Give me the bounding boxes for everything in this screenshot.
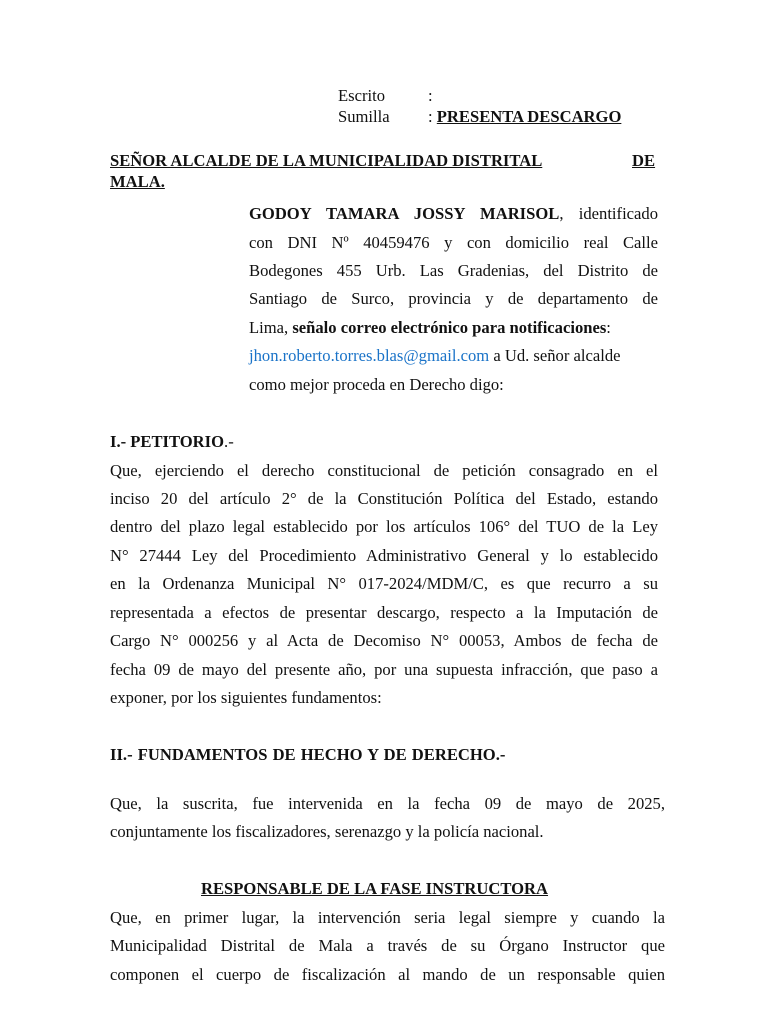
addressee-line1-end: DE <box>632 151 656 170</box>
intro-line5-a: Lima, <box>249 318 293 337</box>
petitorio-line: N° 27444 Ley del Procedimiento Administrativo General y lo establecido <box>110 546 658 565</box>
fundamentos-line: conjuntamente los fiscalizadores, serenazgo y la policía nacional. <box>110 822 544 841</box>
intro-line2: con DNI Nº 40459476 y con domicilio real Calle <box>249 233 658 252</box>
petitorio-line: exponer, por los siguientes fundamentos: <box>110 688 382 707</box>
email-link[interactable]: jhon.roberto.torres.blas@gmail.com <box>249 346 490 365</box>
fundamentos-heading: II.- FUNDAMENTOS DE HECHO Y DE DERECHO.- <box>110 745 506 764</box>
intro-line1-rest: , identificado <box>559 204 659 223</box>
petitorio-line: Que, ejerciendo el derecho constitucional de petición consagrado en el <box>110 461 658 480</box>
petitorio-line: Cargo N° 000256 y al Acta de Decomiso N° 00053, Ambos de fecha de <box>110 631 658 650</box>
responsable-line: Municipalidad Distrital de Mala a través de su Órgano Instructor que <box>110 936 665 955</box>
petitorio-line: fecha 09 de mayo del presente año, por una supuesta infracción, que paso a <box>110 660 658 679</box>
petitorio-line: en la Ordenanza Municipal N° 017-2024/MDM/C, es que recurro a su <box>110 574 658 593</box>
escrito-label: Escrito <box>338 86 386 105</box>
sumilla-colon: : <box>428 107 433 126</box>
applicant-name: GODOY TAMARA JOSSY MARISOL <box>249 204 560 223</box>
intro-line1 <box>249 204 658 224</box>
escrito-colon: : <box>428 86 433 105</box>
sumilla-label: Sumilla <box>338 107 390 126</box>
addressee-line2: MALA. <box>110 172 165 191</box>
petitorio-heading-text: I.- PETITORIO <box>110 432 225 451</box>
petitorio-heading-suffix: .- <box>224 432 234 451</box>
petitorio-line: inciso 20 del artículo 2° de la Constitución Política del Estado, estando <box>110 489 658 508</box>
intro-line4: Santiago de Surco, provincia y de departamento de <box>249 289 658 308</box>
responsable-heading: RESPONSABLE DE LA FASE INSTRUCTORA <box>201 879 549 898</box>
intro-line7: como mejor proceda en Derecho digo: <box>249 375 504 394</box>
sumilla-value: PRESENTA DESCARGO <box>436 107 622 126</box>
intro-line6 <box>249 346 620 366</box>
petitorio-line: representada a efectos de presentar descargo, respecto a la Imputación de <box>110 603 658 622</box>
addressee-line1: SEÑOR ALCALDE DE LA MUNICIPALIDAD DISTRITAL <box>110 151 543 170</box>
petitorio-line: dentro del plazo legal establecido por los artículos 106° del TUO de la Ley <box>110 517 658 536</box>
sumilla-line <box>428 107 621 127</box>
intro-line3: Bodegones 455 Urb. Las Gradenias, del Distrito de <box>249 261 658 280</box>
fundamentos-line: Que, la suscrita, fue intervenida en la fecha 09 de mayo de 2025, <box>110 794 665 813</box>
intro-line5-colon: : <box>606 318 611 337</box>
petitorio-heading <box>110 432 234 452</box>
intro-line5 <box>249 318 611 338</box>
responsable-line: componen el cuerpo de fiscalización al mando de un responsable quien <box>110 965 665 984</box>
intro-line6-rest: a Ud. señor alcalde <box>489 346 621 365</box>
responsable-line: Que, en primer lugar, la intervención seria legal siempre y cuando la <box>110 908 665 927</box>
intro-notification-label: señalo correo electrónico para notificaciones <box>292 318 607 337</box>
